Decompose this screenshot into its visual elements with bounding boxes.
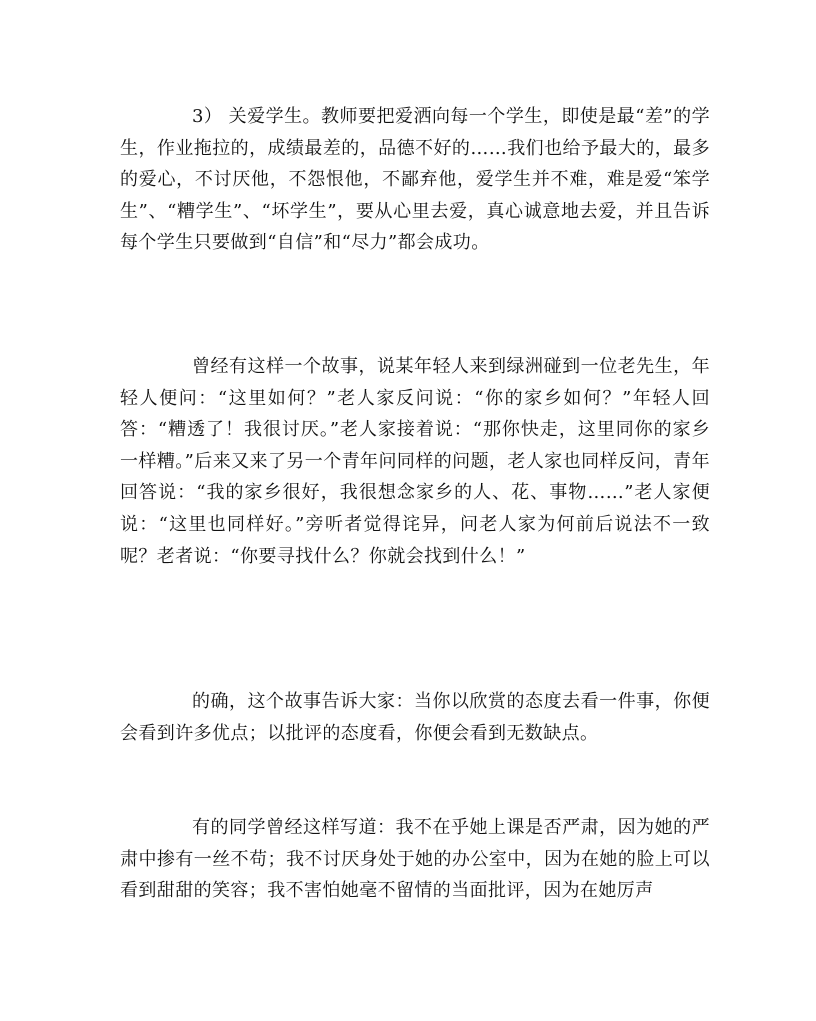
paragraph-care-for-students: 3） 关爱学生。教师要把爱洒向每一个学生，即使是最“差”的学生，作业拖拉的，成绩最差的，品德不好的……我们也给予最大的，最多的爱心，不讨厌他，不怨恨他，不鄙弃他，爱学生并不难，难是爱“笨学生”、“糟学生”、“坏学生”，要从心里去爱，真心诚意地去爱，并且告诉每个学生只要做到“自信”和“尽力”都会成功。	[120, 106, 710, 254]
paragraph-oasis-story: 曾经有这样一个故事，说某年轻人来到绿洲碰到一位老先生，年轻人便问：“这里如何？”老人家反问说：“你的家乡如何？”年轻人回答：“糟透了！我很讨厌。”老人家接着说：“那你快走，这里同你的家乡一样糟。”后来又来了另一个青年问同样的问题，老人家也同样反问，青年回答说：“我的家乡很好，我很想念家乡的人、花、事物……”老人家便说：“这里也同样好。”旁听者觉得诧异，问老人家为何前后说法不一致呢？老者说：“你要寻找什么？你就会找到什么！”	[120, 356, 710, 567]
paragraph-story-lesson: 的确，这个故事告诉大家：当你以欣赏的态度去看一件事，你便会看到许多优点；以批评的态度看，你便会看到无数缺点。	[120, 691, 710, 744]
paragraph-student-writing: 有的同学曾经这样写道：我不在乎她上课是否严肃，因为她的严肃中掺有一丝不苟；我不讨厌身处于她的办公室中，因为在她的脸上可以看到甜甜的笑容；我不害怕她毫不留情的当面批评，因为在她厉声	[120, 817, 710, 902]
